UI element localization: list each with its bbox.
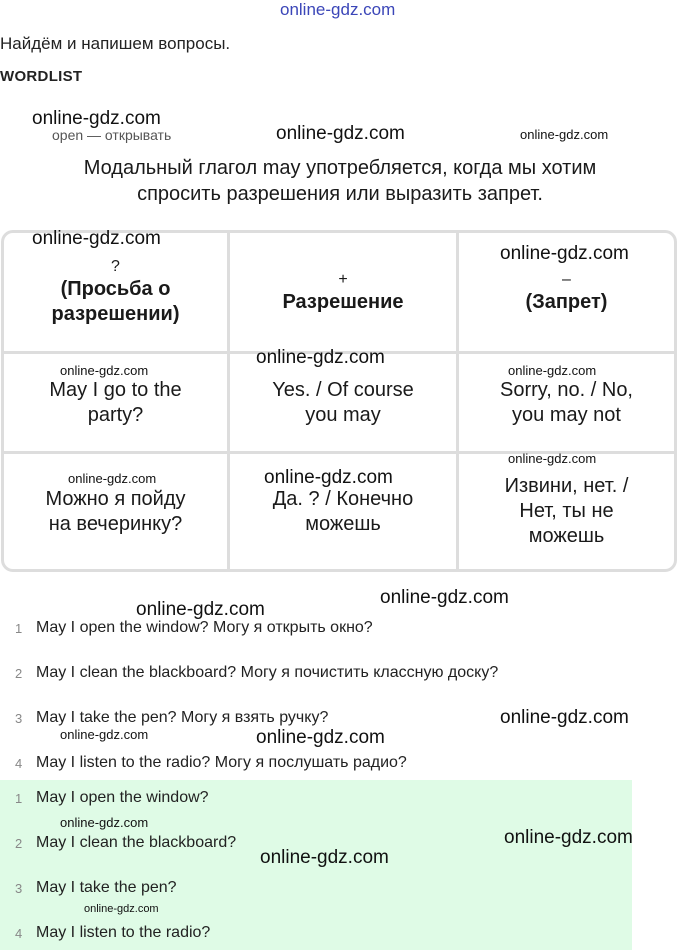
minus-symbol: – [562,270,571,288]
grammar-rule [0,155,680,207]
watermark: online-gdz.com [84,903,159,915]
watermark: online-gdz.com [508,451,597,466]
item-text: May I open the window? [36,789,209,806]
item-text: May I take the pen? [36,879,177,896]
watermark: online-gdz.com [60,363,149,378]
table-header-text: разрешении) [51,303,180,325]
question-symbol: ? [111,258,120,275]
item-text: May I listen to the radio? Могу я послушать радио? [36,754,407,771]
cell-text: you may [305,403,381,426]
watermark: online-gdz.com [136,599,265,620]
wordlist-preview: open — открывать [52,127,172,143]
plus-symbol: + [338,270,348,288]
item-number: 1 [15,620,23,636]
cell-text: на вечеринку? [48,512,183,535]
item-text: May I listen to the radio? [36,924,211,941]
watermark: online-gdz.com [520,127,609,142]
table-header-text: (Запрет) [525,290,608,313]
table-cell [230,354,459,454]
answer-item [0,829,236,857]
watermark: online-gdz.com [68,471,157,486]
list-item [0,659,498,687]
cell-text: Sorry, no. / No, [499,378,633,401]
item-number: 4 [15,755,23,771]
watermark: online-gdz.com [380,587,509,608]
watermark: online-gdz.com [276,123,405,144]
watermark: online-gdz.com [60,815,149,830]
list-item [0,749,407,777]
grammar-rule-line-1: Модальный глагол may употребляется, когда мы хотим [83,157,597,179]
task-instruction: Найдём и напишем вопросы. [0,34,231,53]
table-header-request [4,233,230,354]
watermark: online-gdz.com [32,108,161,129]
cell-text: Можно я пойду [45,487,186,510]
watermark: online-gdz.com [260,847,389,868]
answer-item [0,784,209,812]
watermark: online-gdz.com [500,707,629,728]
answer-item [0,919,210,947]
cell-text: Yes. / Of course [272,378,414,401]
item-number: 1 [15,790,23,806]
cell-text: party? [87,403,144,426]
cell-text: Да. ? / Конечно [272,487,414,510]
watermark: online-gdz.com [500,243,629,264]
item-text: May I take the pen? Могу я взять ручку? [36,709,329,726]
cell-text: можешь [528,525,605,547]
watermark: online-gdz.com [32,228,161,249]
may-usage-table [1,230,677,572]
cell-text: you may not [512,403,621,426]
table-header-text: (Просьба о [60,278,171,300]
item-number: 3 [15,710,23,726]
wordlist-heading[interactable]: WORDLIST [0,68,83,85]
cell-text: можешь [305,512,381,535]
watermark: online-gdz.com [256,727,385,748]
cell-text: May I go to the [49,378,182,401]
watermark: online-gdz.com [256,347,385,368]
answer-item [0,874,177,902]
item-text: May I clean the blackboard? [36,834,237,851]
item-text: May I clean the blackboard? Могу я почистить классную доску? [36,664,499,681]
item-number: 2 [15,665,23,681]
item-text: May I open the window? Могу я открыть окно? [36,619,373,636]
cell-text: Извини, нет. / [504,475,629,497]
watermark: online-gdz.com [264,467,393,488]
table-header-text: Разрешение [282,290,404,313]
top-watermark: online-gdz.com [280,0,396,19]
table-cell [459,454,674,569]
table-header-permission [230,233,459,354]
grammar-rule-line-2: спросить разрешения или выразить запрет. [137,183,543,205]
cell-text: Нет, ты не [519,500,614,522]
watermark: online-gdz.com [508,363,597,378]
item-number: 2 [15,835,23,851]
item-number: 4 [15,925,23,941]
item-number: 3 [15,880,23,896]
watermark: online-gdz.com [504,827,633,848]
watermark: online-gdz.com [60,727,149,742]
